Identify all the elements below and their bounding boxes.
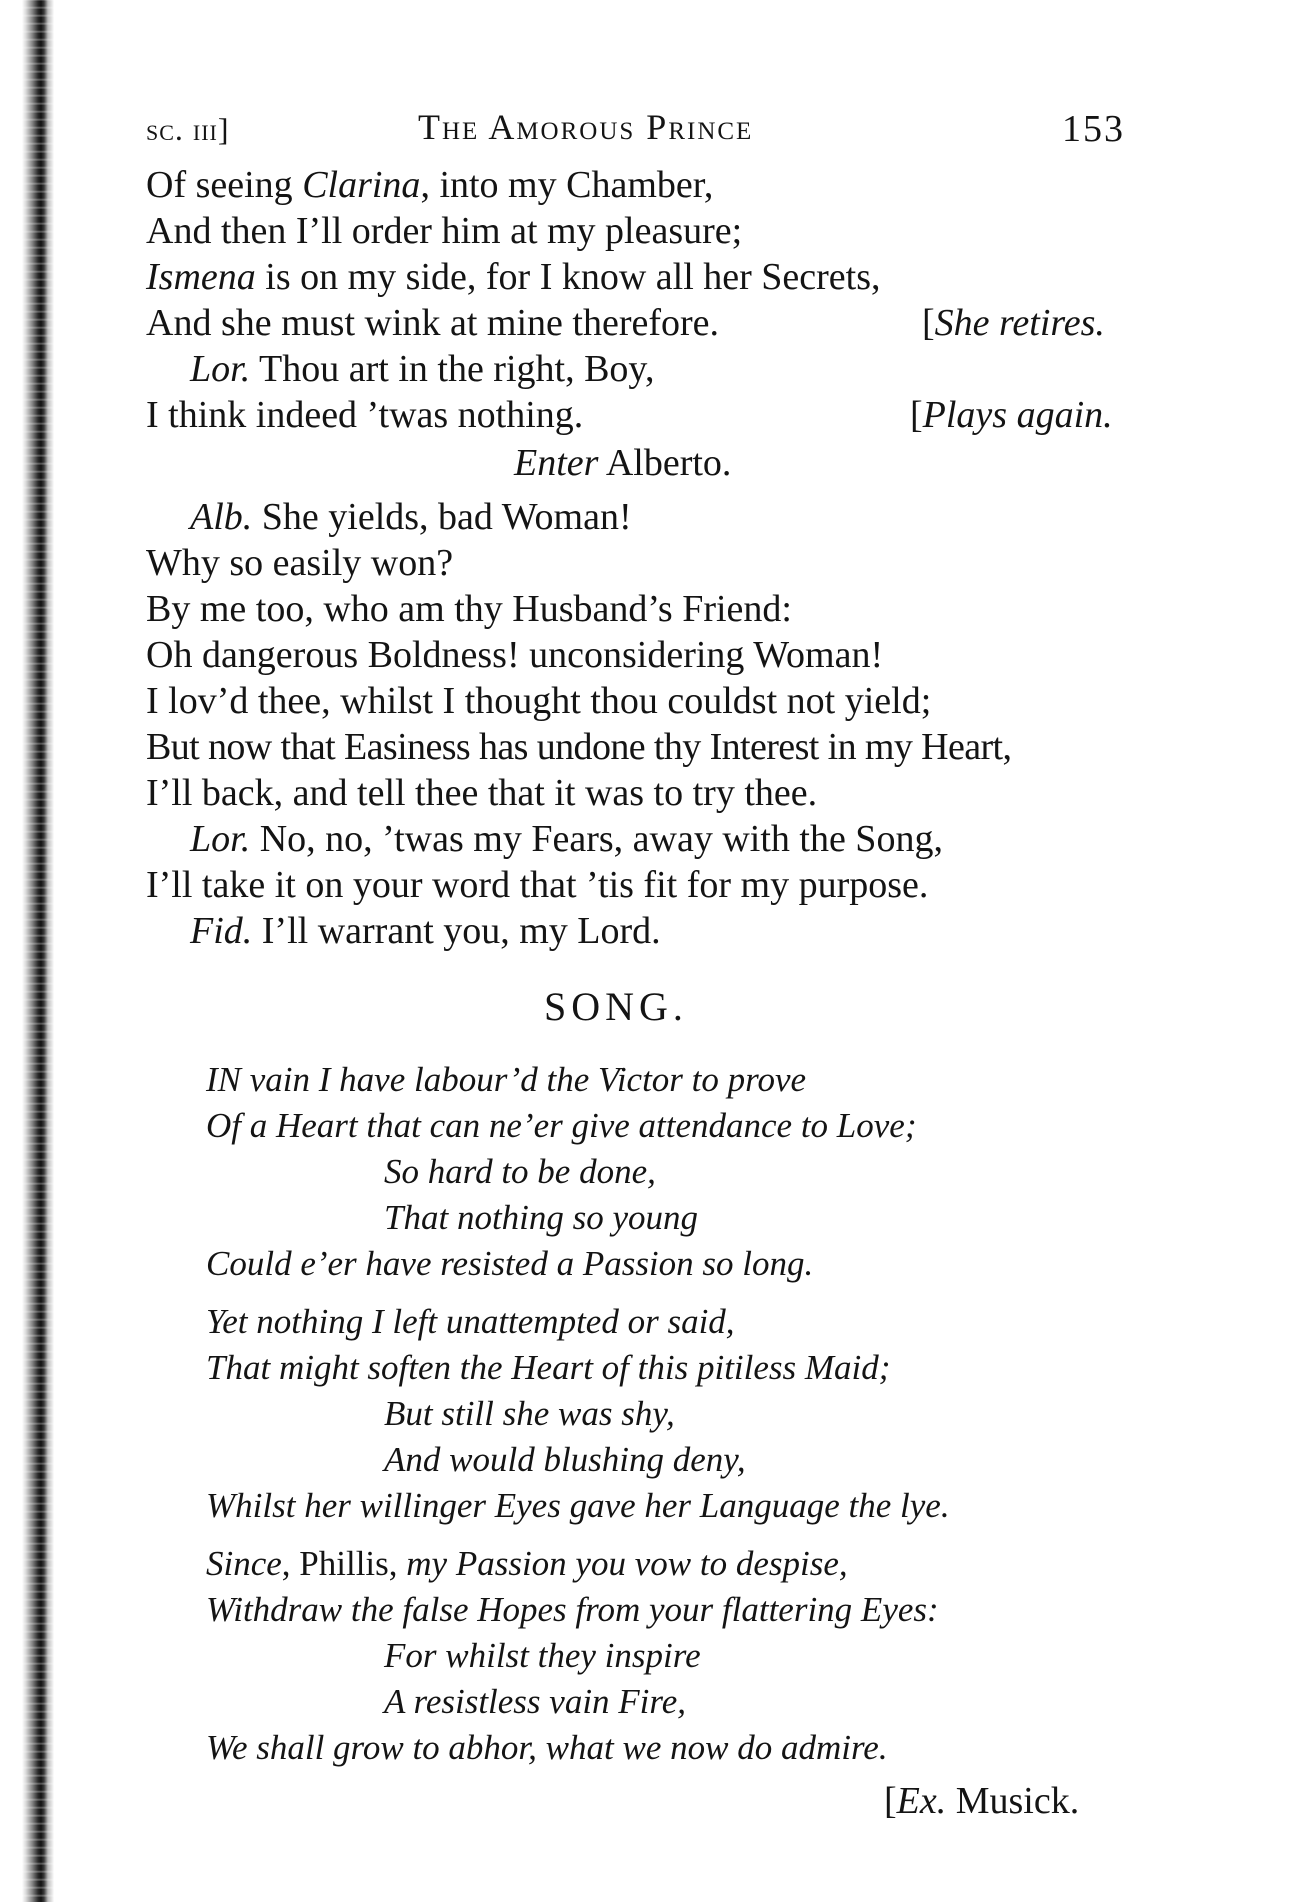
dialogue-line: And then I’ll order him at my pleasure;	[146, 210, 743, 252]
song-heading: SONG.	[544, 984, 688, 1029]
dialogue-line: I lov’d thee, whilst I thought thou couldst not yield;	[146, 680, 932, 722]
song-line: Whilst her willinger Eyes gave her Language the lye.	[206, 1486, 950, 1525]
song-line: So hard to be done,	[384, 1152, 656, 1191]
song-line: But still she was shy,	[384, 1394, 675, 1433]
song-line: Yet nothing I left unattempted or said,	[206, 1302, 735, 1341]
song-line: Withdraw the false Hopes from your flattering Eyes:	[206, 1590, 939, 1629]
song-line: Since, Phillis, my Passion you vow to despise,	[206, 1544, 848, 1583]
song-line: IN vain I have labour’d the Victor to prove	[206, 1060, 807, 1099]
song-line: Could e’er have resisted a Passion so long.	[206, 1244, 814, 1283]
song-line: That nothing so young	[384, 1198, 699, 1237]
dialogue-line: By me too, who am thy Husband’s Friend:	[146, 588, 792, 630]
dialogue-line: I’ll back, and tell thee that it was to try thee.	[146, 772, 818, 814]
dialogue-line: Of seeing Clarina, into my Chamber,	[146, 164, 714, 206]
dialogue-line: And she must wink at mine therefore.	[146, 302, 720, 344]
song-line: Of a Heart that can ne’er give attendance to Love;	[206, 1106, 917, 1145]
dialogue-line: Alb. She yields, bad Woman!	[190, 496, 632, 538]
dialogue-line: Oh dangerous Boldness! unconsidering Woman!	[146, 634, 884, 676]
dialogue-line: Ismena is on my side, for I know all her Secrets,	[146, 256, 881, 298]
dialogue-line: Why so easily won?	[146, 542, 454, 584]
dialogue-line: Lor. Thou art in the right, Boy,	[190, 348, 655, 390]
stage-direction-exit: [Ex. Musick.	[884, 1780, 1080, 1822]
page-number: 153	[1062, 108, 1125, 150]
song-line: And would blushing deny,	[384, 1440, 746, 1479]
song-line: That might soften the Heart of this pitiless Maid;	[206, 1348, 891, 1387]
dialogue-line: I’ll take it on your word that ’tis fit for my purpose.	[146, 864, 929, 906]
song-line: A resistless vain Fire,	[384, 1682, 687, 1721]
dialogue-line: But now that Easiness has undone thy Interest in my Heart,	[146, 726, 1012, 768]
stage-direction: [Plays again.	[910, 394, 1113, 436]
running-head-title: The Amorous Prince	[418, 107, 754, 147]
dialogue-line: Lor. No, no, ’twas my Fears, away with the Song,	[190, 818, 943, 860]
stage-direction-enter: Enter Alberto.	[514, 442, 732, 484]
dialogue-line: Fid. I’ll warrant you, my Lord.	[190, 910, 661, 952]
running-head-scene: sc. iii]	[146, 111, 230, 147]
book-binding-edge	[0, 0, 54, 1902]
song-line: We shall grow to abhor, what we now do admire.	[206, 1728, 888, 1767]
stage-direction: [She retires.	[922, 302, 1105, 344]
dialogue-line: I think indeed ’twas nothing.	[146, 394, 584, 436]
song-line: For whilst they inspire	[384, 1636, 701, 1675]
